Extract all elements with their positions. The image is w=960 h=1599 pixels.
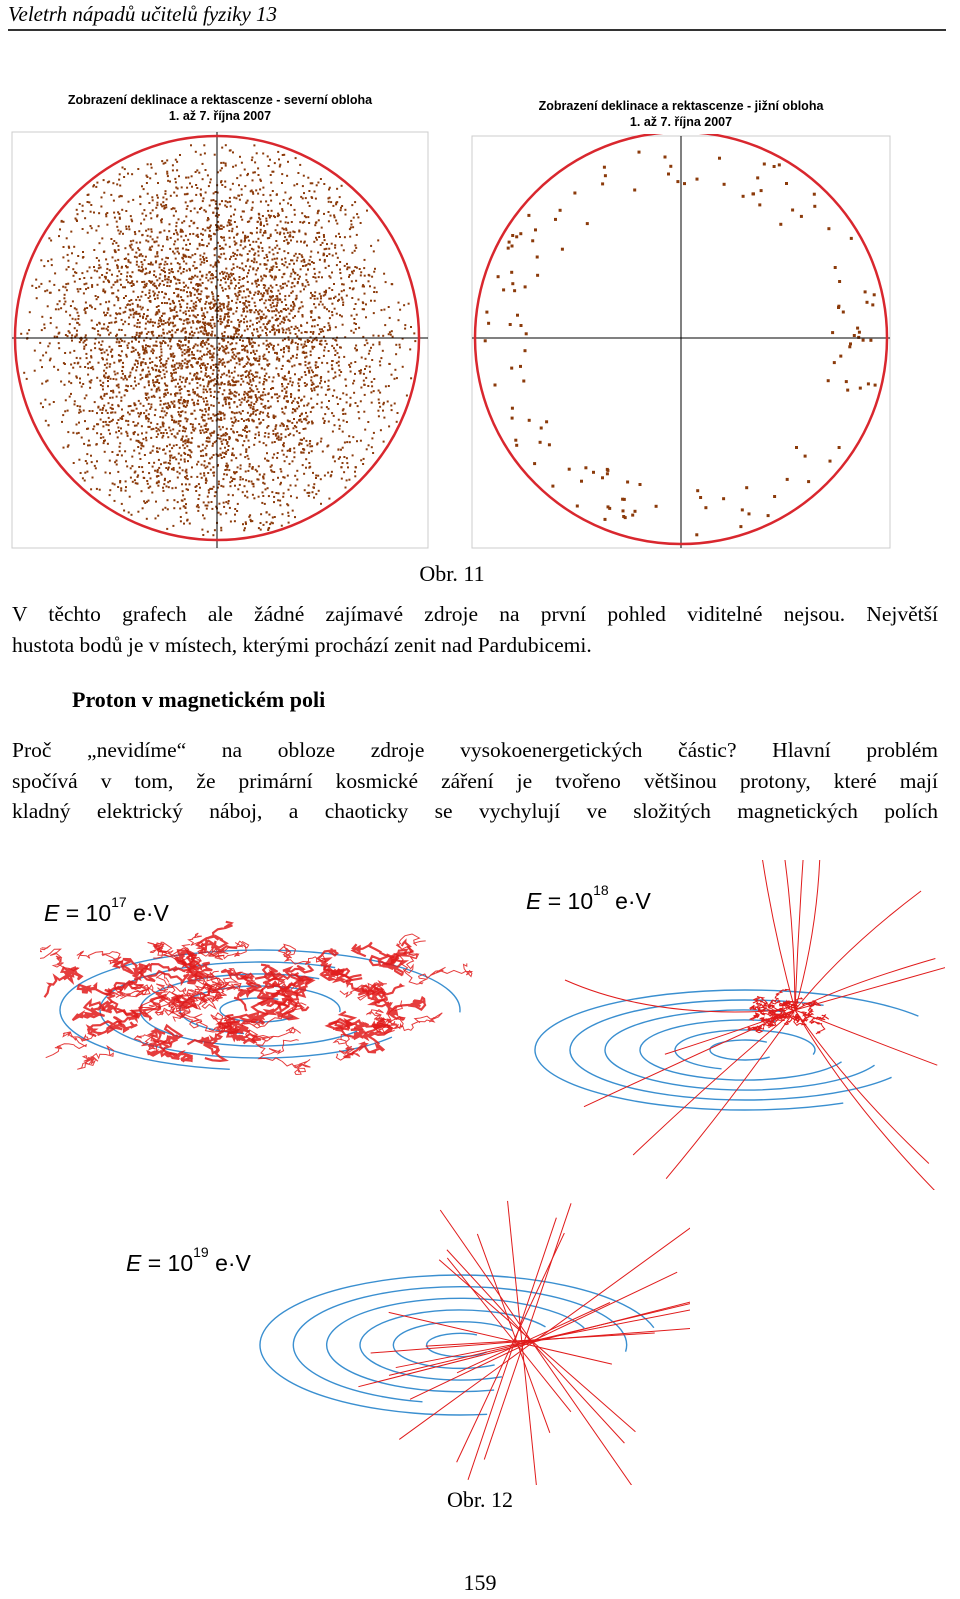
- paragraph-1-line: V těchto grafech ale žádné zajímavé zdroje na první pohled viditelné nejsou. Největší: [12, 602, 938, 626]
- north-sky-chart: [10, 88, 430, 550]
- south-data-points: [484, 151, 877, 537]
- north-chart-date: 1. až 7. října 2007: [168, 109, 272, 123]
- paragraph-1-line: hustota bodů je v místech, kterými prochází zenit nad Pardubicemi.: [12, 633, 592, 657]
- south-sky-plot: [470, 134, 892, 550]
- south-chart-date: 1. až 7. října 2007: [629, 115, 733, 129]
- energy-label-1e17: $E = 10^{17}$ e·V: [44, 894, 169, 926]
- energy-label-1e18: $E = 10^{18}$ e·V: [526, 882, 651, 914]
- north-sky-plot: [10, 130, 430, 550]
- paragraph-1-end: [12, 630, 938, 661]
- trajectory-plot-1e19: [250, 1195, 690, 1485]
- energy-label-1e19: $E = 10^{19}$ e·V: [126, 1244, 251, 1276]
- paragraph-1: [12, 599, 938, 630]
- figure-12-caption: Obr. 12: [447, 1487, 513, 1512]
- south-chart-title: Zobrazení deklinace a rektascenze - jižní obloha: [538, 99, 824, 113]
- header-rule: [8, 29, 946, 31]
- trajectory-plot-1e17: [40, 860, 480, 1150]
- figure-11-caption: Obr. 11: [419, 561, 485, 586]
- south-sky-chart: [470, 88, 892, 550]
- section-heading: Proton v magnetickém poli: [72, 687, 326, 712]
- north-chart-title: Zobrazení deklinace a rektascenze - severní obloha: [67, 93, 373, 107]
- trajectory-plot-1e18: [505, 860, 945, 1190]
- paragraph-2-line: spočívá v tom, že primární kosmické záření je tvořeno většinou protony, které mají: [12, 768, 938, 793]
- paragraph-2-line: Proč „nevidíme“ na obloze zdroje vysokoenergetických částic? Hlavní problém: [12, 738, 938, 762]
- paragraph-2-line: kladný elektrický náboj, a chaoticky se vychylují ve složitých magnetických polích: [12, 799, 938, 823]
- running-header: Veletrh nápadů učitelů fyziky 13: [8, 2, 278, 26]
- north-data-points: [20, 144, 416, 536]
- paragraph-2: [12, 735, 938, 827]
- page-number: 159: [463, 1570, 497, 1595]
